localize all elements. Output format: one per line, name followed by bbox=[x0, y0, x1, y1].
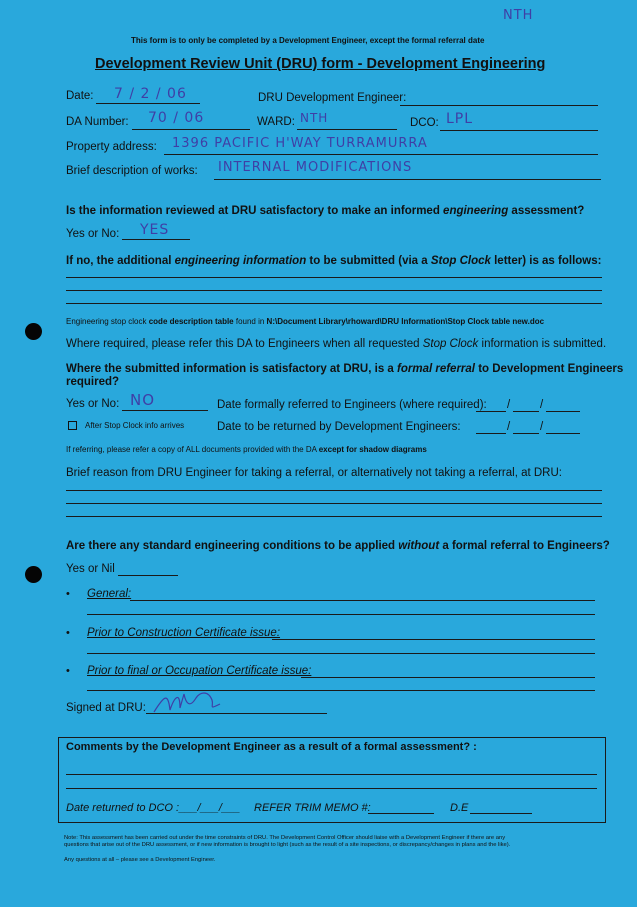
dco-field-line[interactable] bbox=[440, 130, 598, 131]
q1-answer-value: YES bbox=[140, 222, 170, 238]
form-title: Development Review Unit (DRU) form - Development Engineering bbox=[95, 56, 546, 72]
q3-pre: Where the submitted information is satisfactory at DRU, is a bbox=[66, 363, 398, 375]
q2-line-1[interactable] bbox=[66, 277, 602, 278]
da-number-field-line[interactable] bbox=[132, 129, 250, 130]
works-label: Brief description of works: bbox=[66, 165, 198, 177]
stop-clock-checkbox-label: After Stop Clock info arrives bbox=[85, 421, 185, 430]
punch-hole-top bbox=[25, 323, 42, 340]
date-returned-sep2: / bbox=[540, 421, 544, 433]
occupation-label: Prior to final or Occupation Certificate issue: bbox=[87, 665, 312, 677]
property-field-line[interactable] bbox=[164, 154, 598, 155]
de-label: D.E bbox=[450, 802, 469, 814]
refer-note-pre: Where required, please refer this DA to Engineers when all requested bbox=[66, 338, 423, 350]
signed-label: Signed at DRU: bbox=[66, 702, 146, 714]
q2-line-3[interactable] bbox=[66, 303, 602, 304]
dco-value: LPL bbox=[446, 111, 474, 127]
footer-note-3: Any questions at all – please see a Development Engineer. bbox=[64, 857, 216, 863]
q3-answer-label: Yes or No: bbox=[66, 398, 120, 410]
de-line[interactable] bbox=[470, 813, 532, 814]
q1-question-em: engineering bbox=[443, 205, 509, 217]
property-value: 1396 PACIFIC H'WAY TURRAMURRA bbox=[172, 136, 428, 151]
dco-label: DCO: bbox=[410, 117, 439, 129]
refer-note-post: information is submitted. bbox=[478, 338, 607, 350]
works-field-line[interactable] bbox=[214, 179, 601, 180]
date-returned-sep1: / bbox=[507, 421, 511, 433]
date-referred-year[interactable] bbox=[546, 411, 580, 412]
stop-clock-note bbox=[66, 317, 544, 326]
bullet-occupation: • bbox=[66, 665, 70, 677]
reason-line-1[interactable] bbox=[66, 490, 602, 491]
stop-clock-checkbox-row[interactable] bbox=[68, 421, 184, 430]
date-referred-month[interactable] bbox=[513, 411, 539, 412]
dru-engineer-label: DRU Development Engineer: bbox=[258, 92, 407, 104]
q1-answer-label: Yes or No: bbox=[66, 228, 120, 240]
q2-em1: engineering information bbox=[174, 255, 307, 267]
q4-em: without bbox=[398, 540, 440, 552]
refer-note bbox=[66, 338, 606, 350]
refer-note-em: Stop Clock bbox=[422, 338, 479, 350]
dru-engineer-field-line[interactable] bbox=[400, 105, 598, 106]
q2-pre: If no, the additional bbox=[66, 255, 175, 267]
bullet-general: • bbox=[66, 588, 70, 600]
stop-clock-checkbox[interactable] bbox=[68, 421, 77, 430]
stop-clock-path[interactable]: N:\Document Library\rhoward\DRU Information\Stop Clock table new.doc bbox=[266, 317, 545, 326]
q1-question bbox=[66, 205, 584, 217]
reason-line-3[interactable] bbox=[66, 516, 602, 517]
q4-pre: Are there any standard engineering conditions to be applied bbox=[66, 540, 399, 552]
q3-em: formal referral bbox=[397, 363, 475, 375]
refer-trim-line[interactable] bbox=[368, 813, 434, 814]
q3-answer-line[interactable] bbox=[122, 410, 208, 411]
date-returned-day[interactable] bbox=[476, 433, 506, 434]
q2-mid: to be submitted (via a bbox=[306, 255, 431, 267]
general-line-1[interactable] bbox=[130, 600, 595, 601]
da-number-label: DA Number: bbox=[66, 116, 129, 128]
footer-note-2: questions that arise out of the DRU assessment, or if new information is brought to light (such as the result of a site inspections, or discrepancy/changes in plans and the like). bbox=[64, 842, 511, 848]
top-notice: This form is to only be completed by a Development Engineer, except the formal referral date bbox=[131, 36, 485, 45]
q4-post: a formal referral to Engineers? bbox=[439, 540, 610, 552]
date-value: 7 / 2 / 06 bbox=[114, 86, 187, 102]
occupation-line-1[interactable] bbox=[301, 677, 595, 678]
stop-clock-bold: code description table bbox=[148, 317, 234, 326]
date-returned-month[interactable] bbox=[513, 433, 539, 434]
q4-answer-label: Yes or Nil bbox=[66, 563, 115, 575]
q4-question bbox=[66, 540, 610, 552]
q2-question bbox=[66, 255, 601, 267]
signature bbox=[150, 688, 230, 718]
q3-answer-value: NO bbox=[130, 391, 156, 409]
q1-question-pre: Is the information reviewed at DRU satisfactory to make an informed bbox=[66, 205, 444, 217]
ward-label: WARD: bbox=[257, 116, 295, 128]
date-referred-sep1: / bbox=[507, 399, 511, 411]
property-label: Property address: bbox=[66, 141, 157, 153]
q4-answer-line[interactable] bbox=[118, 575, 178, 576]
comments-line-2[interactable] bbox=[66, 788, 597, 789]
date-referred-label: Date formally referred to Engineers (where required): bbox=[217, 399, 487, 411]
date-field-line[interactable] bbox=[96, 103, 200, 104]
construction-label: Prior to Construction Certificate issue: bbox=[87, 627, 281, 639]
corner-note: NTH bbox=[503, 8, 534, 23]
q1-question-post: assessment? bbox=[508, 205, 585, 217]
bullet-construction: • bbox=[66, 627, 70, 639]
general-label: General: bbox=[87, 588, 132, 600]
general-line-2[interactable] bbox=[87, 614, 595, 615]
reason-label: Brief reason from DRU Engineer for taking a referral, or alternatively not taking a referral, at DRU: bbox=[66, 467, 562, 479]
copy-note-pre: If referring, please refer a copy of ALL documents provided with the DA bbox=[66, 445, 319, 454]
reason-line-2[interactable] bbox=[66, 503, 602, 504]
date-returned-year[interactable] bbox=[546, 433, 580, 434]
q2-line-2[interactable] bbox=[66, 290, 602, 291]
comments-title: Comments by the Development Engineer as a result of a formal assessment? : bbox=[66, 741, 477, 753]
q3-post: to Development Engineers bbox=[475, 363, 624, 375]
construction-line-1[interactable] bbox=[272, 639, 595, 640]
stop-clock-pre: Engineering stop clock bbox=[66, 317, 149, 326]
comments-line-1[interactable] bbox=[66, 774, 597, 775]
copy-note-bold: except for shadow diagrams bbox=[318, 445, 427, 454]
construction-line-2[interactable] bbox=[87, 653, 595, 654]
refer-trim-memo: REFER TRIM MEMO #: bbox=[254, 802, 371, 814]
ward-field-line[interactable] bbox=[297, 129, 397, 130]
works-value: INTERNAL MODIFICATIONS bbox=[218, 160, 413, 175]
date-label: Date: bbox=[66, 90, 94, 102]
copy-note bbox=[66, 445, 427, 454]
date-returned-dco[interactable]: Date returned to DCO :___/___/___ bbox=[66, 802, 241, 814]
footer-note-1: Note: This assessment has been carried out under the time constraints of DRU. The Development Control Officer should liaise with a Development Engineer if there are any bbox=[64, 835, 506, 841]
date-referred-day[interactable] bbox=[476, 411, 506, 412]
q2-em2: Stop Clock bbox=[430, 255, 491, 267]
punch-hole-bottom bbox=[25, 566, 42, 583]
q2-post: letter) is as follows: bbox=[490, 255, 602, 267]
q1-answer-line[interactable] bbox=[122, 239, 190, 240]
date-returned-label: Date to be returned by Development Engineers: bbox=[217, 421, 461, 433]
ward-value: NTH bbox=[300, 111, 329, 125]
date-referred-sep2: / bbox=[540, 399, 544, 411]
stop-clock-mid: found in bbox=[233, 317, 267, 326]
da-number-value: 70 / 06 bbox=[148, 110, 205, 126]
q3-question bbox=[66, 363, 623, 375]
q3-question-line2: required? bbox=[66, 376, 120, 388]
